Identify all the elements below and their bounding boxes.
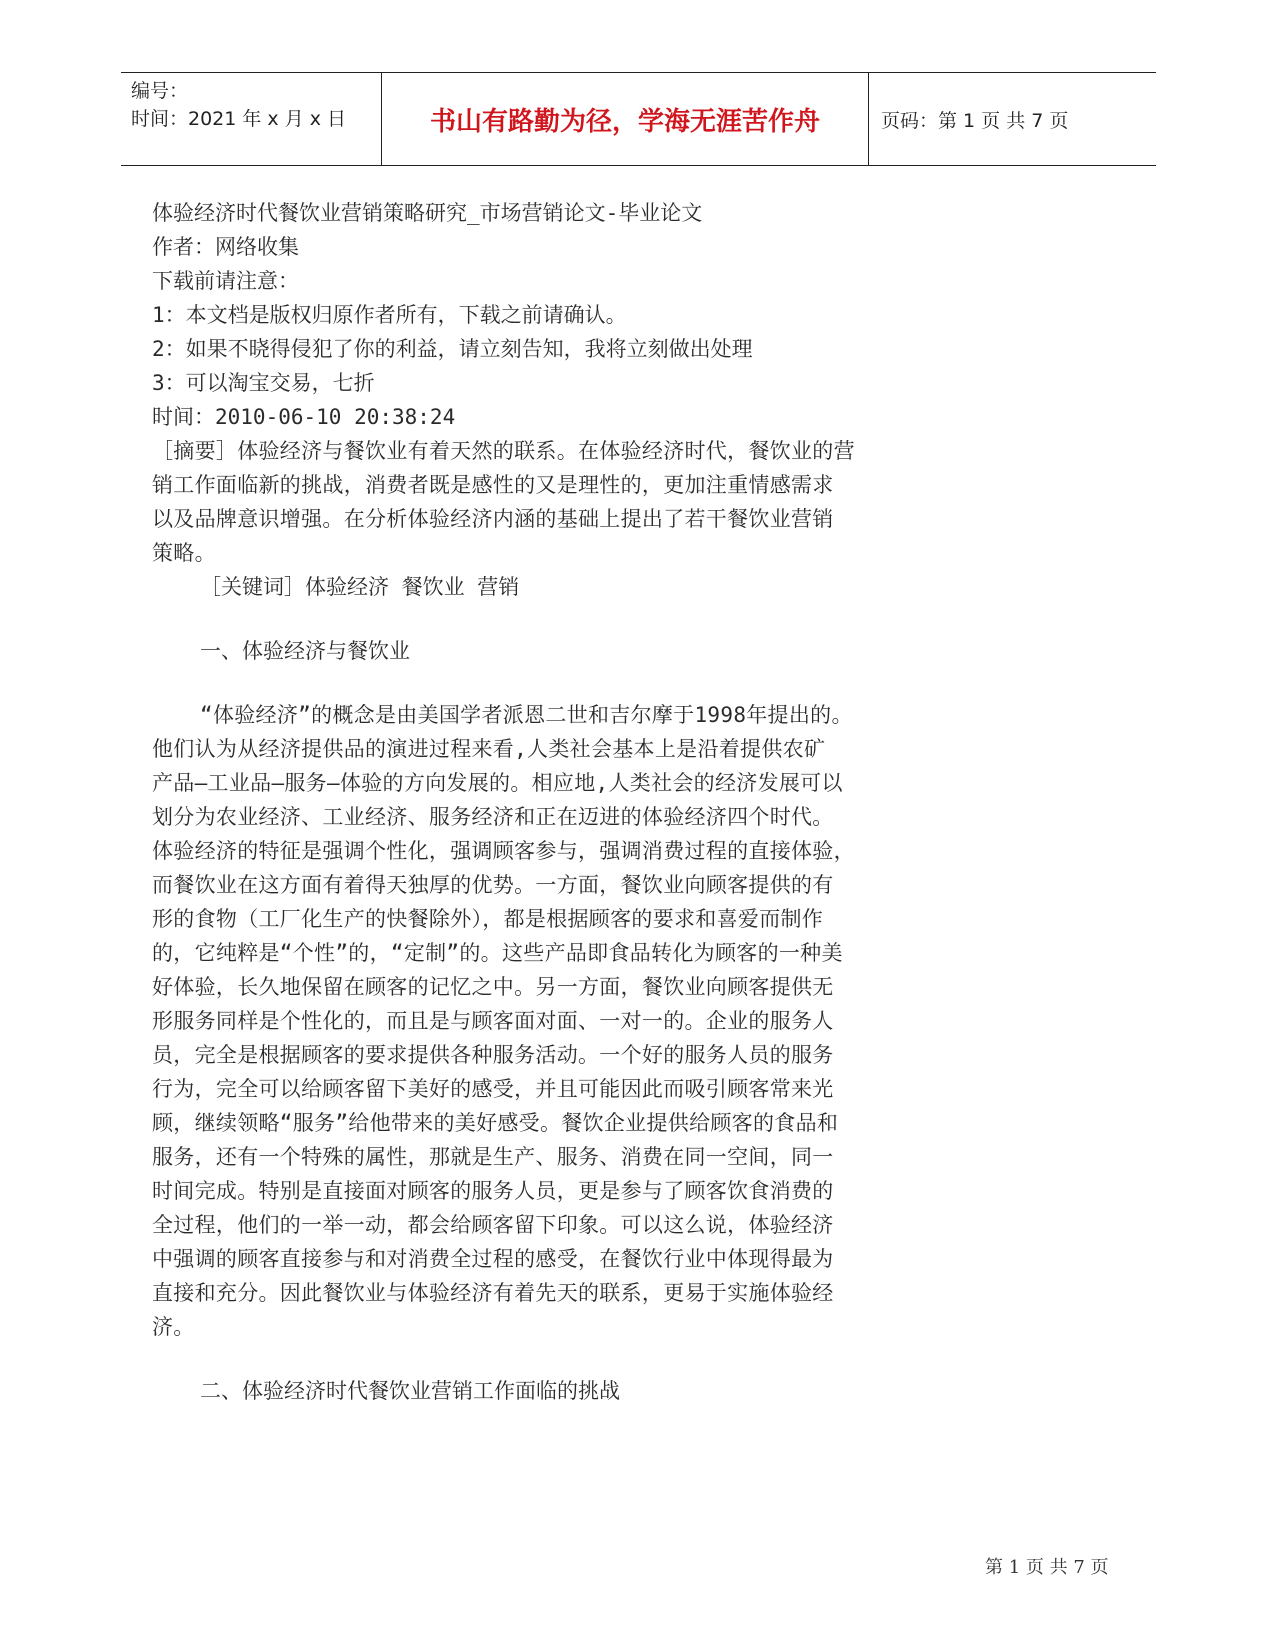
spacer bbox=[152, 1344, 972, 1374]
paragraph-line: 好体验，长久地保留在顾客的记忆之中。另一方面，餐饮业向顾客提供无 bbox=[152, 975, 834, 999]
keywords-line: ［关键词］体验经济 餐饮业 营销 bbox=[200, 575, 520, 599]
section-heading: 二、体验经济时代餐饮业营销工作面临的挑战 bbox=[200, 1379, 620, 1403]
document-header bbox=[121, 72, 1156, 166]
notice-item: 2：如果不晓得侵犯了你的利益，请立刻告知，我将立刻做出处理 bbox=[152, 337, 753, 361]
time-label: 时间：2021 年 x 月 x 日 bbox=[131, 108, 347, 130]
paragraph-line: 全过程，他们的一举一动，都会给顾客留下印象。可以这么说，体验经济 bbox=[152, 1213, 834, 1237]
paragraph-line: 体验经济的特征是强调个性化，强调顾客参与，强调消费过程的直接体验， bbox=[152, 839, 855, 863]
spacer bbox=[152, 604, 972, 634]
paragraph-line: 员，完全是根据顾客的要求提供各种服务活动。一个好的服务人员的服务 bbox=[152, 1043, 834, 1067]
paragraph-line: 形服务同样是个性化的，而且是与顾客面对面、一对一的。企业的服务人 bbox=[152, 1009, 834, 1033]
abstract-line: ［摘要］体验经济与餐饮业有着天然的联系。在体验经济时代，餐饮业的营 bbox=[152, 439, 855, 463]
paragraph-line: 顾，继续领略“服务”给他带来的美好感受。餐饮企业提供给顾客的食品和 bbox=[152, 1111, 839, 1135]
notice-item: 1：本文档是版权归原作者所有，下载之前请确认。 bbox=[152, 303, 627, 327]
paragraph-line: 时间完成。特别是直接面对顾客的服务人员，更是参与了顾客饮食消费的 bbox=[152, 1179, 834, 1203]
notice-heading: 下载前请注意： bbox=[152, 269, 299, 293]
paragraph-line: 直接和充分。因此餐饮业与体验经济有着先天的联系，更易于实施体验经 bbox=[152, 1281, 834, 1305]
page-footer: 第 1 页 共 7 页 bbox=[985, 1557, 1109, 1578]
paragraph-line: 而餐饮业在这方面有着得天独厚的优势。一方面，餐饮业向顾客提供的有 bbox=[152, 873, 834, 897]
number-label: 编号： bbox=[131, 80, 189, 102]
paragraph-line: 中强调的顾客直接参与和对消费全过程的感受，在餐饮行业中体现得最为 bbox=[152, 1247, 834, 1271]
notice-item: 3：可以淘宝交易，七折 bbox=[152, 371, 375, 395]
motto: 书山有路勤为径，学海无涯苦作舟 bbox=[382, 73, 869, 165]
abstract-line: 销工作面临新的挑战，消费者既是感性的又是理性的，更加注重情感需求 bbox=[152, 473, 834, 497]
paragraph-line: 的，它纯粹是“个性”的，“定制”的。这些产品即食品转化为顾客的一种美 bbox=[152, 941, 843, 965]
paragraph-line: 服务，还有一个特殊的属性，那就是生产、服务、消费在同一空间，同一 bbox=[152, 1145, 834, 1169]
paragraph-line: 济。 bbox=[152, 1315, 195, 1339]
page-label: 页码：第 1 页 共 7 页 bbox=[881, 109, 1069, 132]
paragraph-line: 行为，完全可以给顾客留下美好的感受，并且可能因此而吸引顾客常来光 bbox=[152, 1077, 834, 1101]
header-left-cell bbox=[121, 73, 382, 165]
abstract-line: 以及品牌意识增强。在分析体验经济内涵的基础上提出了若干餐饮业营销 bbox=[152, 507, 834, 531]
paragraph-line: 他们认为从经济提供品的演进过程来看,人类社会基本上是沿着提供农矿 bbox=[152, 737, 826, 761]
section-heading: 一、体验经济与餐饮业 bbox=[200, 639, 410, 663]
paragraph-line: 形的食物（工厂化生产的快餐除外），都是根据顾客的要求和喜爱而制作 bbox=[152, 907, 824, 931]
document-body bbox=[152, 196, 972, 1408]
paragraph-line: 划分为农业经济、工业经济、服务经济和正在迈进的体验经济四个时代。 bbox=[152, 805, 834, 829]
doc-title: 体验经济时代餐饮业营销策略研究_市场营销论文-毕业论文 bbox=[152, 201, 703, 225]
paragraph-line: “体验经济”的概念是由美国学者派恩二世和吉尔摩于1998年提出的。 bbox=[200, 703, 853, 727]
timestamp-line: 时间：2010-06-10 20:38:24 bbox=[152, 405, 456, 429]
paragraph-line: 产品—工业品—服务—体验的方向发展的。相应地,人类社会的经济发展可以 bbox=[152, 771, 843, 795]
spacer bbox=[152, 668, 972, 698]
abstract-line: 策略。 bbox=[152, 541, 216, 565]
author-line: 作者：网络收集 bbox=[152, 235, 299, 259]
